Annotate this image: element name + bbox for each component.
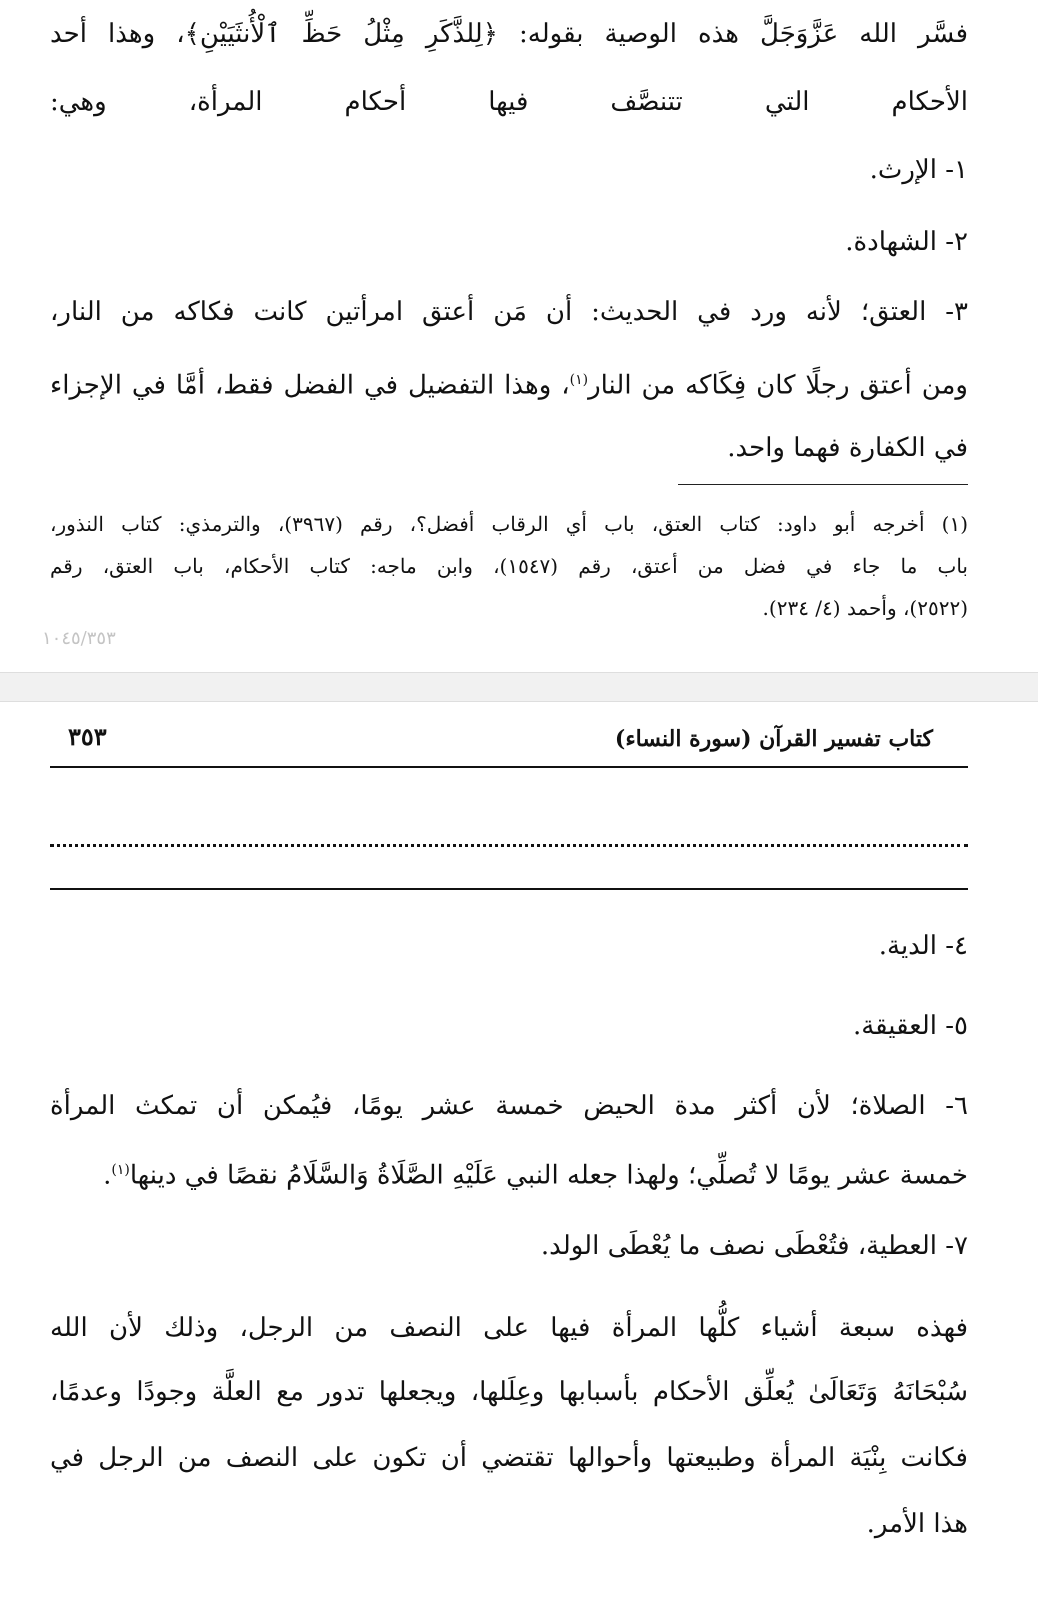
footnote-separator	[678, 484, 968, 485]
text-segment: ومن أعتق رجلًا كان فِكَاكه من النار	[588, 370, 968, 401]
page-counter: ١٠٤٥/٣٥٣	[42, 628, 116, 649]
text-segment: ، وهذا التفضيل في الفضل فقط، أمَّا في الإجزاء	[50, 370, 570, 401]
running-header-title: كتاب تفسير القرآن (سورة النساء)	[614, 726, 933, 752]
text-line: فسَّر الله عَزَّوَجَلَّ هذه الوصية بقوله: ﴿لِلذَّكَرِ مِثْلُ حَظِّ ٱلْأُنثَيَيْنِ﴾، وهذا أحد	[50, 19, 968, 49]
text-line	[50, 360, 968, 406]
text-line: الأحكام التي تتنصَّف فيها أحكام المرأة، وهي:	[50, 87, 968, 117]
text-line	[50, 1150, 968, 1196]
page-bottom	[0, 702, 1038, 1600]
list-item: ٧- العطية، فتُعْطَى نصف ما يُعْطَى الولد.	[540, 1231, 968, 1261]
text-line: سُبْحَانَهُ وَتَعَالَىٰ يُعلِّق الأحكام بأسبابها وعِلَلها، ويجعلها تدور مع العلَّة وجودًا وعدمًا،	[50, 1377, 968, 1407]
page-number: ٣٥٣	[68, 722, 107, 751]
text-line: هذا الأمر.	[866, 1509, 968, 1539]
list-item: ٦- الصلاة؛ لأن أكثر مدة الحيض خمسة عشر يومًا، فيُمكن أن تمكث المرأة	[50, 1091, 968, 1121]
divider-rule	[50, 888, 968, 890]
list-item: ٢- الشهادة.	[845, 227, 968, 257]
list-item: ٣- العتق؛ لأنه ورد في الحديث: أن مَن أعتق امرأتين كانت فكاكه من النار،	[50, 297, 969, 327]
text-line: فكانت بِنْيَة المرأة وطبيعتها وأحوالها تقتضي أن تكون على النصف من الرجل في	[50, 1443, 968, 1473]
footnote-line: باب ما جاء في فضل من أعتق، رقم (١٥٤٧)، وابن ماجه: كتاب الأحكام، باب العتق، رقم	[50, 554, 968, 578]
footnote-marker[interactable]: (١)	[111, 1162, 130, 1178]
list-item: ٤- الدية.	[878, 931, 968, 961]
footnote-marker[interactable]: (١)	[569, 372, 589, 388]
page-gap	[0, 672, 1038, 702]
dotted-separator	[50, 830, 968, 847]
list-item: ٥- العقيقة.	[852, 1011, 968, 1041]
text-segment: خمسة عشر يومًا لا تُصلِّي؛ ولهذا جعله النبي عَلَيْهِ الصَّلَاةُ وَالسَّلَامُ نقصًا في دينها	[129, 1160, 968, 1191]
page-top	[0, 0, 1038, 672]
footnote-line: (٢٥٢٢)، وأحمد (٤/ ٢٣٤).	[762, 596, 968, 620]
footnote-line: (١) أخرجه أبو داود: كتاب العتق، باب أي الرقاب أفضل؟، رقم (٣٩٦٧)، والترمذي: كتاب النذور،	[50, 512, 969, 536]
list-item: ١- الإرث.	[869, 155, 968, 185]
text-segment: .	[103, 1160, 112, 1191]
text-line: في الكفارة فهما واحد.	[727, 433, 968, 463]
header-rule	[50, 766, 968, 768]
text-line: فهذه سبعة أشياء كلُّها المرأة فيها على النصف من الرجل، وذلك لأن الله	[50, 1313, 968, 1343]
